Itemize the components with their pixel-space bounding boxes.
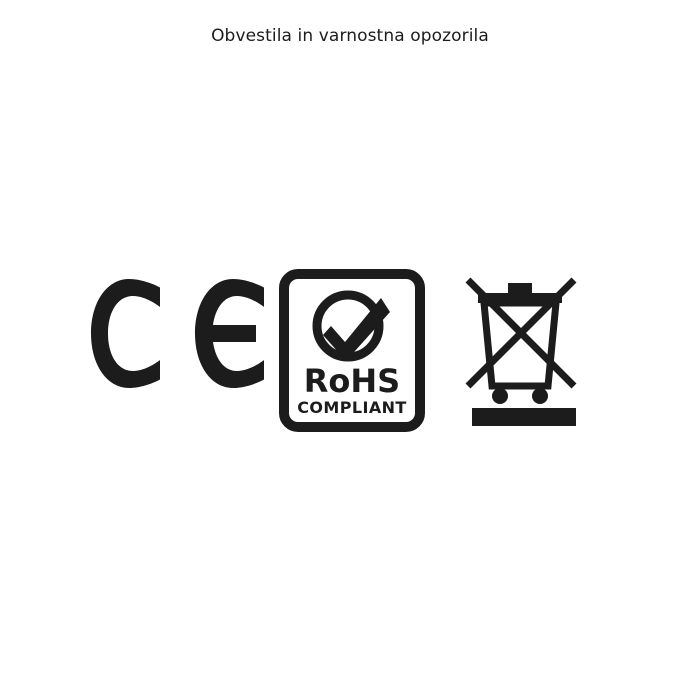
page-title: Obvestila in varnostna opozorila: [211, 26, 489, 46]
ce-marking-symbol: [88, 276, 278, 426]
rohs-compliant-icon: [278, 268, 426, 433]
compliance-symbol-row: [88, 258, 612, 443]
rohs-sublabel: COMPLIANT: [297, 398, 407, 417]
weee-crossed-out-wheelie-bin-icon: [462, 266, 587, 436]
ce-marking-icon: [88, 276, 270, 426]
rohs-label: RoHS: [303, 362, 401, 400]
rohs-compliant-symbol: [278, 268, 462, 433]
weee-symbol: [462, 266, 587, 436]
